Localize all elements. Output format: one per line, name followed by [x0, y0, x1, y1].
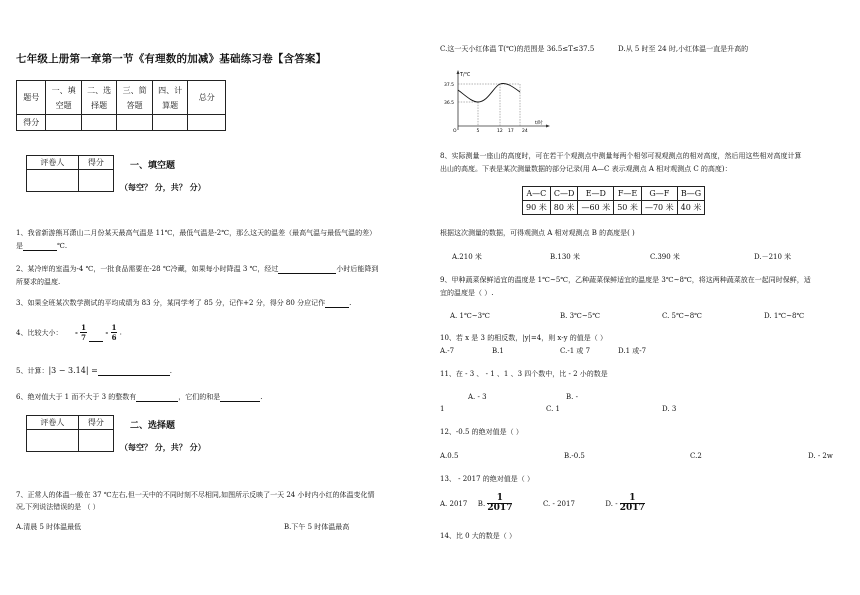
q8-line2: 出山的高度。下表是某次测量数据的部分记录(用 A—C 表示观测点 A 相对观测点 C 的高度)： [440, 165, 732, 173]
q14: 14、比 0 大的数是（ ） [440, 532, 517, 540]
q11-option-b[interactable]: B. - [566, 393, 578, 401]
q11-option-c[interactable]: C. 1 [546, 405, 561, 413]
q13-option-c[interactable]: C. - 2017 [542, 499, 575, 508]
q7-option-c[interactable]: C.这一天小红体温 T(℃)的范围是 36.5≤T≤37.5 [440, 45, 595, 53]
q5-answer-blank[interactable] [98, 375, 170, 376]
graph-x-tick: 12 [497, 129, 503, 134]
score-input-cell[interactable] [117, 115, 153, 131]
q9-line1: 9、甲种蔬菜保鲜适宜的温度是 1℃~5℃，乙种蔬菜保鲜适宜的温度是 3℃~8℃，将这两种蔬菜放在一起同时保鲜，适 [440, 276, 811, 284]
q13-option-d[interactable]: D. - [605, 499, 618, 508]
q6: 6、绝对值大于 1 而不大于 3 的整数有 ，它们的和是 . [16, 393, 263, 401]
measurement-header: A—C [523, 187, 551, 201]
q8-option-d[interactable]: D.－210 米 [754, 253, 792, 261]
score-header-cell: 总分 [188, 81, 226, 115]
measurement-value: —70 米 [641, 201, 677, 215]
graph-y-tick-2: 36.5 [444, 101, 455, 106]
grader-score-label: 得分 [78, 416, 113, 430]
q1-line1: 1、我省新游熊耳潇山二月份某天最高气温是 11℃，最低气温是-2℃，那么这天的温差（最高气温与最低气温的差） [16, 229, 377, 237]
graph-origin: O [453, 129, 457, 134]
q9-option-d[interactable]: D. 1℃~8℃ [764, 312, 805, 320]
score-input-cell[interactable] [152, 115, 188, 131]
q13-fraction-b: $\frac{1}{2017}$ [487, 493, 513, 513]
q12-option-b[interactable]: B.-0.5 [564, 452, 585, 460]
q9-option-c[interactable]: C. 5℃~8℃ [662, 312, 702, 320]
q13-options [440, 494, 645, 518]
q12-option-d[interactable]: D. - 2w [808, 452, 833, 460]
q12-option-a[interactable]: A.0.5 [440, 452, 459, 460]
grader-reviewer-cell[interactable] [27, 430, 79, 452]
measurement-value: —60 米 [578, 201, 614, 215]
q12-option-c[interactable]: C.2 [690, 452, 702, 460]
measurement-table [522, 186, 705, 215]
section1-subheading: （每空？ 分，共？ 分） [120, 182, 206, 192]
section2-heading: 二、选择题 [130, 421, 176, 431]
q11: 11、在 - 3 、 - 1 、1 、3 四个数中，比 - 2 小的数是 [440, 370, 608, 378]
temperature-curve [458, 83, 520, 102]
grader-score-cell[interactable] [78, 170, 113, 192]
grader-table-1 [26, 155, 114, 192]
measurement-header: B—G [677, 187, 705, 201]
score-input-cell[interactable] [81, 115, 117, 131]
page-title: 七年级上册第一章第一节《有理数的加减》基础练习卷【含答案】 [16, 53, 327, 65]
q4: 4、比较大小： - $\frac{1}{7}$ - $\frac{1}{6}$ . [16, 323, 122, 342]
section1-heading: 一、填空题 [130, 161, 176, 171]
q2-answer-blank[interactable] [278, 273, 336, 274]
q4-fraction-2: $\frac{1}{6}$ [111, 323, 117, 342]
score-header-cell: 三、简答题 [117, 81, 153, 115]
q7-option-b[interactable]: B.下午 5 时体温最高 [284, 523, 350, 531]
q1-line2: 是 ℃. [16, 242, 68, 250]
score-table [16, 80, 226, 131]
q12: 12、-0.5 的绝对值是（ ） [440, 428, 523, 436]
q6-answer-blank-2[interactable] [220, 401, 260, 402]
q13: 13、 - 2017 的绝对值是（ ） [440, 475, 534, 483]
q8-line1: 8、实际测量一座山的高度时，可在若干个观测点中测量每两个相邻可视观测点的相对高度，然后用这些相对高度计算 [440, 152, 802, 160]
measurement-header: G—F [641, 187, 677, 201]
q11-option-d[interactable]: D. 3 [662, 405, 677, 413]
q10-option-d[interactable]: D.1 或-7 [618, 347, 647, 355]
graph-x-tick: 24 [522, 129, 528, 134]
q10-option-b[interactable]: B.1 [492, 347, 504, 355]
score-header-cell: 四、计算题 [152, 81, 188, 115]
q13-option-b[interactable]: B. [477, 499, 486, 508]
q2-line2: 所要求的温度. [16, 278, 61, 286]
measurement-value: 90 米 [523, 201, 551, 215]
graph-x-tick: 17 [508, 129, 514, 134]
q7-line1: 7、正常人的体温一般在 37 ℃左右,但一天中的不同时刻不尽相同,如图所示反映了一天 24 小时内小红的体温变化情 [16, 491, 375, 499]
graph-xlabel: t/时 [535, 121, 543, 126]
score-header-cell: 一、填空题 [46, 81, 82, 115]
q10-option-c[interactable]: C.-1 或 7 [560, 347, 591, 355]
q3: 3、如果全班某次数学测试的平均成绩为 83 分，某同学考了 85 分，记作+2 分，得分 80 分应记作 . [16, 299, 352, 307]
q10: 10、若 x 是 3 的相反数，|y|=4，则 x-y 的值是（ ） [440, 334, 608, 342]
q11-option-a[interactable]: A. - 3 [468, 393, 487, 401]
q7-line2: 况,下列说法错误的是 （ ） [16, 503, 100, 511]
measurement-value: 40 米 [677, 201, 705, 215]
q7-option-d[interactable]: D.从 5 时至 24 时,小红体温一直是升高的 [618, 45, 749, 53]
grader-reviewer-label: 评卷人 [27, 416, 79, 430]
q8-option-b[interactable]: B.130 米 [550, 253, 580, 261]
score-header-cell: 二、选择题 [81, 81, 117, 115]
q11-option-b-continued: 1 [440, 405, 445, 413]
q13-fraction-d: $\frac{1}{2017}$ [619, 493, 645, 513]
graph-x-arrow [546, 125, 550, 128]
q3-answer-blank[interactable] [325, 307, 349, 308]
measurement-value: 50 米 [614, 201, 642, 215]
q7-option-a[interactable]: A.清晨 5 时体温最低 [16, 523, 82, 531]
measurement-header: F—E [614, 187, 642, 201]
score-input-cell[interactable] [188, 115, 226, 131]
q13-option-a[interactable]: A. 2017 [440, 499, 468, 508]
q10-option-a[interactable]: A.-7 [440, 347, 455, 355]
measurement-header: E—D [578, 187, 614, 201]
temperature-graph [440, 68, 552, 134]
graph-ylabel: T/℃ [460, 72, 471, 78]
q9-line2: 宜的温度是（ ）. [440, 289, 494, 297]
measurement-header: C—D [550, 187, 578, 201]
q4-answer-blank[interactable] [89, 341, 103, 342]
score-row-label: 得分 [17, 115, 46, 131]
score-header-cell: 题号 [17, 81, 46, 115]
q6-answer-blank-1[interactable] [136, 401, 178, 402]
q8-question: 根据这次测量的数据，可得观测点 A 相对观测点 B 的高度是( ) [440, 229, 635, 237]
grader-score-cell[interactable] [78, 430, 113, 452]
q4-fraction-1: $\frac{1}{7}$ [81, 323, 86, 342]
q8-option-a[interactable]: A.210 米 [452, 253, 482, 261]
q9-option-b[interactable]: B. 3℃~5℃ [560, 312, 601, 320]
grader-reviewer-cell[interactable] [27, 170, 79, 192]
graph-x-tick: 5 [476, 129, 480, 134]
graph-y-tick-1: 37.5 [444, 83, 455, 88]
score-input-cell[interactable] [46, 115, 82, 131]
measurement-value: 80 米 [550, 201, 578, 215]
q5: 5、计算：|3 − 3.14| = . [16, 366, 173, 375]
q2-line1: 2、某冷库的室温为-4 ℃，一批食品需要在-28 ℃冷藏，如果每小时降温 3 ℃，经过 小时后能降到 [16, 265, 379, 273]
grader-reviewer-label: 评卷人 [27, 156, 79, 170]
grader-score-label: 得分 [78, 156, 113, 170]
q8-option-c[interactable]: C.390 米 [650, 253, 680, 261]
grader-table-2 [26, 415, 114, 452]
q9-option-a[interactable]: A. 1℃~3℃ [450, 312, 490, 320]
section2-subheading: （每空？ 分，共？ 分） [120, 442, 206, 452]
